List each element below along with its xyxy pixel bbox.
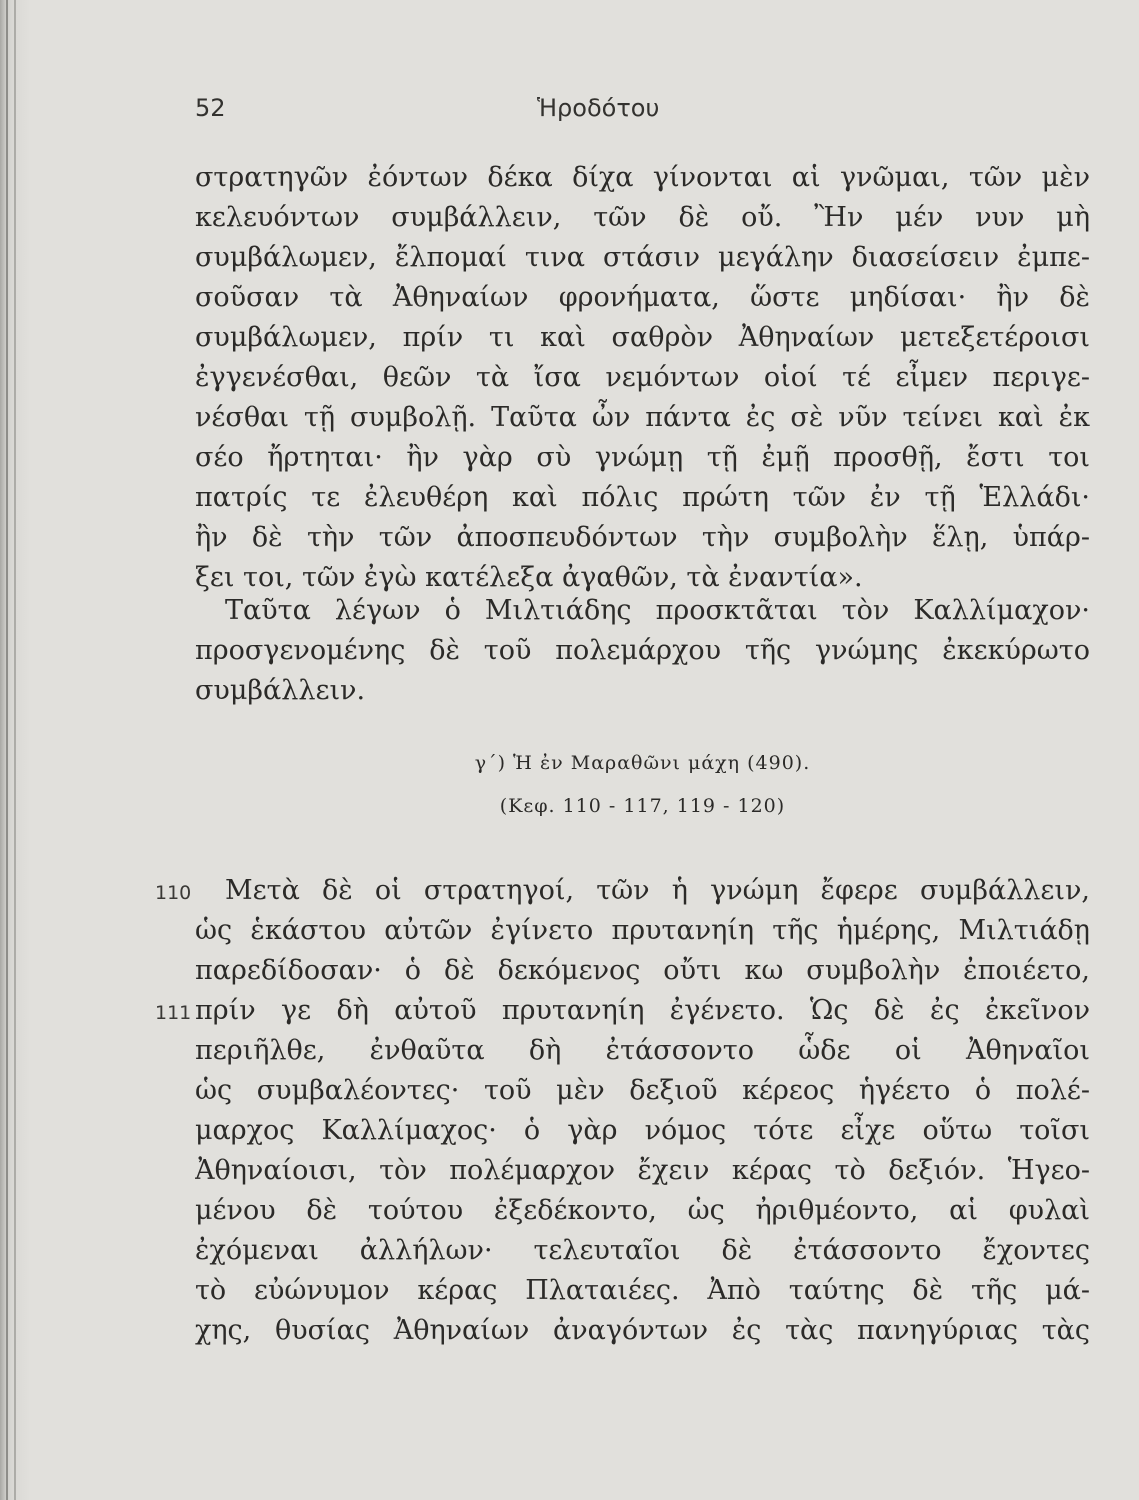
section-subheading: (Κεφ. 110 - 117, 119 - 120) — [499, 795, 786, 817]
section-heading: γ΄) Ἡ ἐν Μαραθῶνι μάχη (490). — [474, 752, 811, 774]
text-line: Ταῦτα λέγων ὁ Μιλτιάδης προσκτᾶται τὸν Καλλίμαχον· — [225, 595, 1090, 626]
text-line: ἢν δὲ τὴν τῶν ἀποσπευδόντων τὴν συμβολὴν ἕλῃ, ὑπάρ- — [195, 522, 1090, 553]
text-line: ἐχόμεναι ἀλλήλων· τελευταῖοι δὲ ἐτάσσοντο ἔχοντες — [195, 1235, 1090, 1266]
text-line: τὸ εὐώνυμον κέρας Πλαταιέες. Ἀπὸ ταύτης δὲ τῆς μά- — [195, 1275, 1090, 1306]
text-line: ὡς συμβαλέοντες· τοῦ μὲν δεξιοῦ κέρεος ἡγέετο ὁ πολέ- — [195, 1075, 1090, 1106]
text-line: μαρχος Καλλίμαχος· ὁ γὰρ νόμος τότε εἶχε οὕτω τοῖσι — [195, 1115, 1090, 1146]
page-header — [195, 94, 1090, 134]
text-line: μένου δὲ τούτου ἐξεδέκοντο, ὡς ἠριθμέοντο, αἱ φυλαὶ — [195, 1195, 1090, 1226]
text-line: Μετὰ δὲ οἱ στρατηγοί, τῶν ἡ γνώμη ἔφερε συμβάλλειν, — [225, 875, 1090, 906]
paragraph-1 — [195, 158, 1090, 598]
text-line: χης, θυσίας Ἀθηναίων ἀναγόντων ἐς τὰς πανηγύριας τὰς — [195, 1315, 1090, 1346]
text-line: πρίν γε δὴ αὐτοῦ πρυτανηίη ἐγένετο. Ὡς δὲ ἐς ἐκεῖνον — [195, 995, 1090, 1026]
text-line: νέσθαι τῇ συμβολῇ. Ταῦτα ὦν πάντα ἐς σὲ νῦν τείνει καὶ ἐκ — [195, 402, 1090, 433]
text-line: στρατηγῶν ἐόντων δέκα δίχα γίνονται αἱ γνῶμαι, τῶν μὲν — [195, 162, 1090, 193]
text-line: συμβάλλειν. — [195, 675, 366, 706]
page-number: 52 — [195, 94, 226, 122]
text-line: κελευόντων συμβάλλειν, τῶν δὲ οὔ. Ἢν μέν νυν μὴ — [195, 202, 1090, 233]
margin-number: 110 — [155, 882, 192, 904]
text-line: σοῦσαν τὰ Ἀθηναίων φρονήματα, ὥστε μηδίσαι· ἢν δὲ — [195, 282, 1090, 313]
text-line: παρεδίδοσαν· ὁ δὲ δεκόμενος οὔτι κω συμβολὴν ἐποιέετο, — [195, 955, 1090, 986]
text-line: ἐγγενέσθαι, θεῶν τὰ ἴσα νεμόντων οἱοί τέ εἶμεν περιγε- — [195, 362, 1090, 393]
binding-line — [6, 0, 8, 1500]
text-line: προσγενομένης δὲ τοῦ πολεμάρχου τῆς γνώμης ἐκεκύρωτο — [195, 635, 1090, 666]
text-line: περιῆλθε, ἐνθαῦτα δὴ ἐτάσσοντο ὧδε οἱ Ἀθηναῖοι — [195, 1035, 1090, 1066]
paragraph-2 — [195, 591, 1090, 711]
text-line: συμβάλωμεν, ἔλπομαί τινα στάσιν μεγάλην διασείσειν ἐμπε- — [195, 242, 1090, 273]
binding-line — [14, 0, 16, 1500]
text-line: ὡς ἑκάστου αὐτῶν ἐγίνετο πρυτανηίη τῆς ἡμέρης, Μιλτιάδῃ — [195, 915, 1090, 946]
paragraph-3 — [195, 871, 1090, 1351]
text-line: συμβάλωμεν, πρίν τι καὶ σαθρὸν Ἀθηναίων μετεξετέροισι — [195, 322, 1090, 353]
running-title: Ἡροδότου — [537, 94, 660, 122]
text-line: σέο ἤρτηται· ἢν γὰρ σὺ γνώμῃ τῇ ἐμῇ προσθῇ, ἔστι τοι — [195, 442, 1090, 473]
text-line: πατρίς τε ἐλευθέρη καὶ πόλις πρώτη τῶν ἐν τῇ Ἑλλάδι· — [195, 482, 1090, 513]
text-line: ξει τοι, τῶν ἐγὼ κατέλεξα ἀγαθῶν, τὰ ἐναντία». — [195, 562, 863, 593]
text-line: Ἀθηναίοισι, τὸν πολέμαρχον ἔχειν κέρας τὸ δεξιόν. Ἡγεο- — [195, 1155, 1090, 1186]
margin-number: 111 — [155, 1002, 192, 1024]
